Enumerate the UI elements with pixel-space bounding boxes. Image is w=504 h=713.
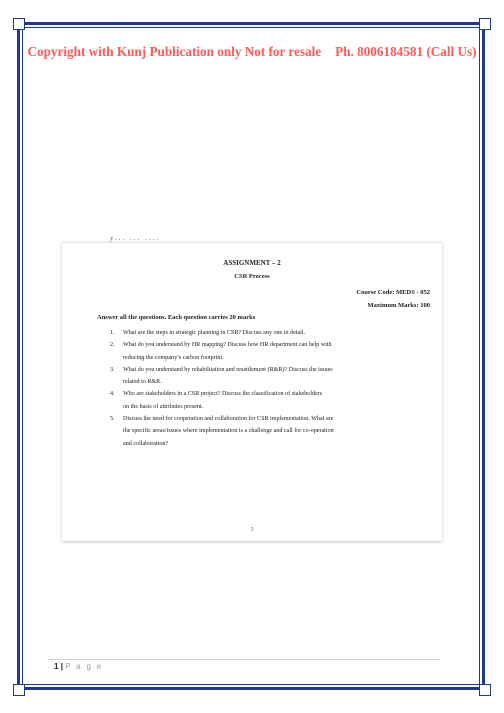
question-text: What do you understand by rehabilitation and resettlement (R&R)? Discuss the issues (123, 366, 333, 373)
instruction-text: Answer all the questions. Each question carries 20 marks (97, 314, 256, 321)
question-text: What do you understand by HR mapping? Discuss how HR department can help with (123, 342, 332, 349)
question-text: reducing the company’s carbon footprint. (123, 354, 224, 361)
page-label: P a g e (65, 662, 103, 671)
question-text: the specific areas/issues where implementation is a challenge and call for co-operation (123, 428, 334, 435)
assignment-subtitle: CSR Process (234, 273, 270, 280)
border-corner-ornament (479, 18, 491, 30)
question-number: 2. (110, 342, 115, 349)
border-corner-ornament (479, 684, 491, 696)
question-line (110, 388, 430, 400)
copyright-notice (0, 44, 504, 60)
border-corner-ornament (13, 684, 25, 696)
question-line (110, 339, 430, 351)
maximum-marks: Maximum Marks: 100 (367, 302, 430, 309)
question-text: Who are stakeholders in a CSR project? Discuss the classification of stakeholders (123, 391, 323, 398)
question-number: 1. (110, 330, 115, 336)
question-text: Discuss the need for cooperation and collaboration for CSR implementation. What are (123, 416, 334, 423)
question-line (110, 438, 430, 450)
assignment-scan (62, 237, 442, 541)
question-line (110, 401, 430, 413)
question-line (110, 327, 430, 339)
question-line (110, 364, 430, 376)
border-corner-ornament (13, 18, 25, 30)
question-line (110, 413, 430, 425)
question-list (110, 327, 430, 450)
question-number: 4. (110, 391, 115, 398)
footer-separator: | (60, 662, 63, 671)
question-text: What are the steps in strategic planning in CSR? Discuss any one in detail. (123, 330, 306, 336)
footer-divider (48, 659, 440, 660)
copyright-text: Copyright with Kunj Publication only Not for resale (27, 44, 322, 59)
question-number: 5. (110, 416, 115, 423)
question-text: related to R&R. (123, 379, 162, 386)
phone-contact: Ph. 8006184581 (Call Us) (335, 44, 477, 59)
question-text: on the basis of attributes present. (123, 403, 204, 410)
assignment-title: ASSIGNMENT – 2 (223, 259, 281, 267)
scan-page-number: 3 (250, 527, 254, 533)
question-line (110, 376, 430, 388)
question-line (110, 352, 430, 364)
course-code: Course Code: MEDS - 052 (356, 289, 430, 296)
page-footer (54, 662, 103, 671)
question-text: and collaboration? (123, 440, 169, 447)
question-number: 3. (110, 366, 115, 373)
page-number: 1 (54, 662, 59, 671)
cut-off-text: y... ... .... (110, 237, 161, 242)
question-line (110, 425, 430, 437)
